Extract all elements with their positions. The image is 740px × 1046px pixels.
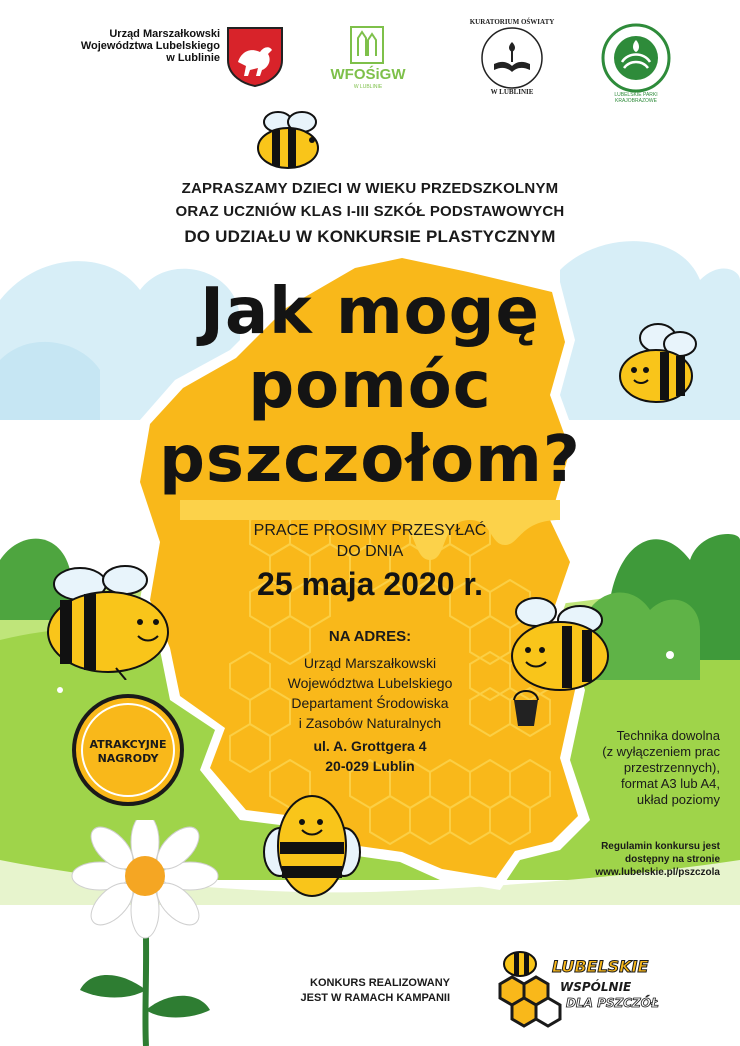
- address-label: NA ADRES:: [328, 628, 412, 645]
- rules-line-2: dostępny na stronie: [624, 854, 720, 865]
- title-line-2: pomóc: [248, 349, 492, 423]
- technique-block: [560, 728, 720, 808]
- technique-line-1: Technika dowolna: [616, 728, 720, 743]
- address-line-1: Urząd Marszałkowski: [303, 655, 437, 671]
- urzad-line-3: w Lublinie: [166, 52, 220, 64]
- deadline-line-2: DO DNIA: [336, 543, 404, 560]
- technique-line-4: format A3 lub A4,: [620, 776, 720, 791]
- prize-line-1: ATRAKCYJNE: [89, 738, 167, 751]
- urzad-line-2: Województwa Lubelskiego: [80, 40, 220, 52]
- technique-line-2: (z wyłączeniem prac: [602, 744, 720, 759]
- rules-block: [520, 840, 720, 879]
- wfosigw-label: WFOŚiGW: [330, 66, 406, 83]
- deadline-date: 25 maja 2020 r.: [257, 566, 483, 602]
- kuratorium-top-label: KURATORIUM OŚWIATY: [469, 18, 555, 26]
- footer-line-1: KONKURS REALIZOWANY: [310, 977, 450, 989]
- invite-line-1: ZAPRASZAMY DZIECI W WIEKU PRZEDSZKOLNYM: [181, 180, 559, 197]
- kuratorium-bottom-label: W LUBLINIE: [490, 88, 534, 96]
- kuratorium-logo-icon: [472, 22, 552, 94]
- title-line-1: Jak mogę: [200, 275, 540, 349]
- title-line-3: pszczołom?: [159, 423, 581, 497]
- wfosigw-sublabel: W LUBLINIE: [353, 84, 383, 90]
- address-line-2: Województwa Lubelskiego: [287, 675, 453, 691]
- campaign-line-3: DLA PSZCZÓŁ: [566, 996, 659, 1010]
- address-city: 20-029 Lublin: [325, 758, 415, 774]
- coat-of-arms-icon: [226, 26, 284, 88]
- address-line-4: i Zasobów Naturalnych: [298, 715, 442, 731]
- invite-line-2: ORAZ UCZNIÓW KLAS I-III SZKÓŁ PODSTAWOWYCH: [175, 203, 565, 220]
- technique-line-3: przestrzennych),: [623, 760, 720, 775]
- footer-block: [250, 976, 450, 1006]
- prize-text: [68, 738, 188, 766]
- daisy-flower-icon: [60, 820, 230, 1046]
- campaign-line-2: WSPÓLNIE: [560, 980, 632, 994]
- urzad-line-1: Urząd Marszałkowski: [109, 28, 220, 40]
- invite-line-3: DO UDZIAŁU W KONKURSIE PLASTYCZNYM: [184, 227, 556, 246]
- bee-top-icon: [248, 108, 330, 172]
- deadline-line-1: PRACE PROSIMY PRZESYŁAĆ: [253, 522, 487, 539]
- address-street: ul. A. Grottgera 4: [313, 738, 427, 754]
- rules-line-1: Regulamin konkursu jest: [601, 841, 720, 852]
- bee-left-icon: [30, 560, 180, 680]
- urzad-logo-text: [60, 28, 220, 64]
- rules-url[interactable]: www.lubelskie.pl/pszczola: [595, 867, 720, 878]
- bee-bottom-icon: [262, 790, 362, 900]
- campaign-line-1: LUBELSKIE: [552, 957, 649, 976]
- parki-logo-icon: [600, 22, 672, 94]
- footer-line-2: JEST W RAMACH KAMPANII: [300, 992, 450, 1004]
- prize-line-2: NAGRODY: [97, 752, 159, 765]
- address-line-3: Departament Środowiska: [291, 695, 449, 711]
- wfosigw-tree-icon: [350, 26, 384, 64]
- parki-label: LUBELSKIE PARKI KRAJOBRAZOWE: [614, 92, 658, 104]
- technique-line-5: układ poziomy: [636, 792, 720, 807]
